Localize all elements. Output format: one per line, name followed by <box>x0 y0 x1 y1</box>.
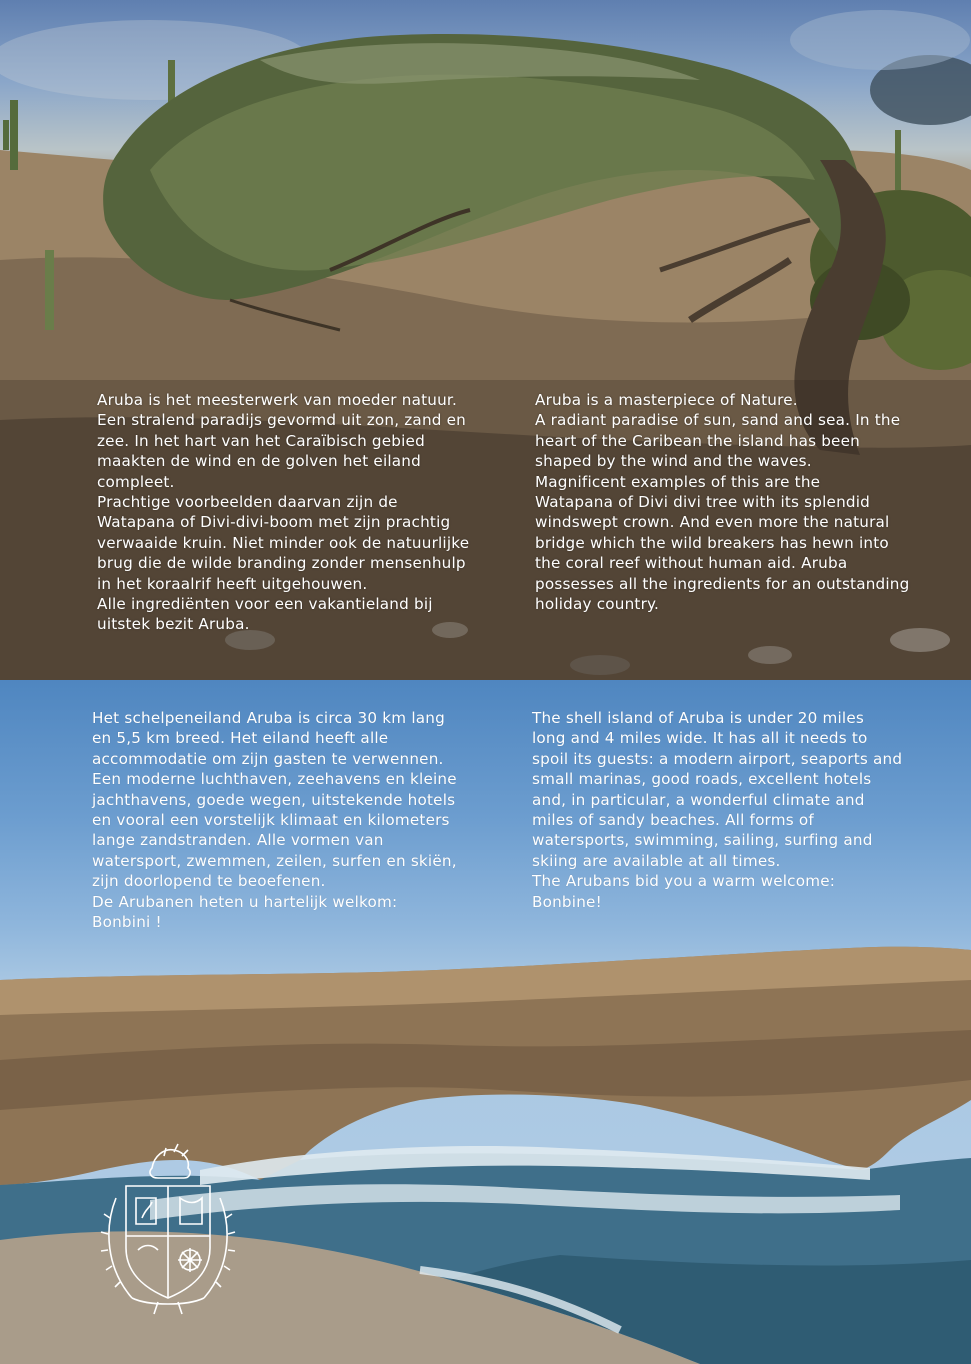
bottom-english-paragraph: The shell island of Aruba is under 20 miles long and 4 miles wide. It has all it needs to spoil its guests: a modern airport, seaports and small marinas, good roads, excellent hotels and, in particular, a wonderful climate and miles of sandy beaches. All forms of watersports, swimming, sailing, surfing and skiing are available at all times. The Arubans bid you a warm welcome: Bonbine! <box>532 709 903 911</box>
bottom-english-text-column <box>532 708 947 912</box>
coat-of-arms-icon <box>92 1138 244 1316</box>
divi-divi-tree-photo <box>0 0 971 680</box>
top-english-paragraph: Aruba is a masterpiece of Nature. A radiant paradise of sun, sand and sea. In the heart of the Caribean the island has been shaped by the wind and the waves. Magnificent examples of this are the Watapana of Divi divi tree with its splendid windswept crown. And even more the natural bridge which the wild breakers has hewn into the coral reef without human aid. Aruba possesses all the ingredients for an outstanding holiday country. <box>535 391 910 614</box>
top-dutch-text-column <box>97 390 507 635</box>
bottom-dutch-paragraph: Het schelpeneiland Aruba is circa 30 km lang en 5,5 km breed. Het eiland heeft alle accommodatie om zijn gasten te verwennen. Een moderne luchthaven, zeehavens en kleine jachthavens, goede wegen, uitstekende hotels en vooral een vorstelijk klimaat en kilometers lange zandstranden. Alle vormen van watersport, zwemmen, zeilen, surfen en skiën, zijn doorlopend te beoefenen. De Arubanen heten u hartelijk welkom: Bonbini ! <box>92 709 457 932</box>
bottom-dutch-text-column <box>92 708 502 932</box>
top-dutch-paragraph: Aruba is het meesterwerk van moeder natuur. Een stralend paradijs gevormd uit zon, zand en zee. In het hart van het Caraïbisch gebied maakten de wind en de golven het eiland compleet. Prachtige voorbeelden daarvan zijn de Watapana of Divi-divi-boom met zijn prachtig verwaaide kruin. Niet minder ook de natuurlijke brug die de wilde branding zonder mensenhulp in het koraalrif heeft uitgehouwen. Alle ingrediënten voor een vakantieland bij uitstek bezit Aruba. <box>97 391 470 634</box>
top-english-text-column <box>535 390 950 614</box>
